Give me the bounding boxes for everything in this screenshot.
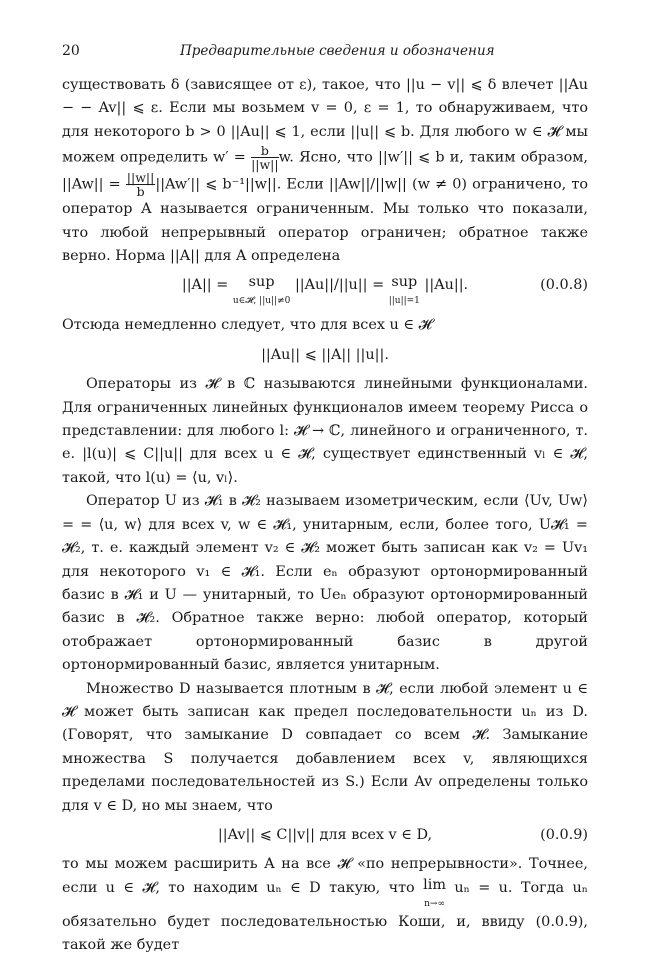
sup-operator-1: sup u∈𝓗, ||u||≠0 — [232, 274, 291, 307]
equation-0-0-8: ||A|| = sup u∈𝓗, ||u||≠0 ||Au||/||u|| = sup ||u||=1 ||Au||. (0.0.8) — [181, 274, 588, 307]
equation-number-0-0-8: (0.0.8) — [540, 277, 588, 294]
running-header — [62, 40, 588, 64]
sup-operator-2: sup ||u||=1 — [388, 274, 420, 307]
limit-operator: lim n→∞ — [423, 876, 446, 909]
paragraph-1-text: существовать δ (зависящее от ε), такое, что ||u − v|| ⩽ δ влечет ||Au − − Av|| ⩽ ε. Если мы возьмем v = 0, ε = 1, то обнаруживаем, что для некоторого b > 0 ||Au|| ⩽ 1, если ||u|| ⩽ b. Для любого w ∈ 𝓗 мы можем определить w′ = — [62, 77, 588, 166]
fraction-w-over-b: $\frac{||w||}{b}$ — [126, 170, 155, 200]
running-title: Предварительные сведения и обозначения — [180, 43, 495, 59]
fraction-b-over-w: $\frac{b}{||w||}$ — [251, 143, 279, 173]
page-number: 20 — [62, 43, 80, 59]
paragraph-4: Оператор U из 𝓗₁ в 𝓗₂ называем изометрическим, если ⟨Uv, Uw⟩ = = ⟨u, w⟩ для всех v, w ∈ 𝓗₁, унитарным, если, более того, U𝓗₁ = 𝓗₂, т. е. каждый элемент v₂ ∈ 𝓗₂ может быть записан как v₂ = Uv₁ для некоторого v₁ ∈ 𝓗₁. Если eₙ образуют ортонормированный базис в 𝓗₁ и U — унитарный, то Ueₙ образуют ортонормированный базис в 𝓗₂. Обратное также верно: любой оператор, который отображает ортонормированный базис в другой ортонормированный базис, является унитарным. — [62, 493, 588, 674]
paragraph-2: Отсюда немедленно следует, что для всех u ∈ 𝓗 — [62, 317, 432, 334]
equation-number-0-0-9: (0.0.9) — [540, 826, 588, 843]
paragraph-3: Операторы из 𝓗 в ℂ называются линейными функционалами. Для ограниченных линейных функционалов имеем теорему Рисса о представлении: для любого l: 𝓗 → ℂ, линейного и ограниченного, т. е. |l(u)| ⩽ C||u|| для всех u ∈ 𝓗, существует единственный vₗ ∈ 𝓗, такой, что l(u) = ⟨u, vₗ⟩. — [62, 376, 588, 486]
page — [62, 40, 588, 958]
equation-norm-inequality: ||Au|| ⩽ ||A|| ||u||. — [261, 346, 389, 363]
paragraph-6: то мы можем расширить A на все 𝓗 «по непрерывности». Точнее, если u ∈ 𝓗, то находим uₙ ∈ D такую, что lim n→∞ uₙ = u. Тогда uₙ обязательно будет последовательностью Коши, и, ввиду (0.0.9), такой же будет — [62, 856, 589, 954]
paragraph-1-end: ||Aw′|| ⩽ b⁻¹||w||. Если ||Aw||/||w|| (w ≠ 0) ограничено, то оператор A называется ограниченным. Мы только что показали, что любой непрерывный оператор ограничен; обратное также верно. Норма ||A|| для A определена — [62, 176, 588, 265]
paragraph-1 — [62, 74, 588, 268]
paragraph-5: Множество D называется плотным в 𝓗, если любой элемент u ∈ 𝓗 может быть записан как предел последовательности uₙ из D. (Говорят, что замыкание D совпадает со всем 𝓗. Замыкание множества S получается добавлением всех v, являющихся пределами последовательностей из S.) Если Av определены только для v ∈ D, но мы знаем, что — [62, 680, 588, 814]
equation-0-0-9: ||Av|| ⩽ C||v|| для всех v ∈ D, (0.0.9) — [62, 824, 588, 847]
paragraph-1-mid: w. Ясно, что ||w′|| ⩽ b и, таким образом, ||Aw|| = — [62, 149, 588, 193]
